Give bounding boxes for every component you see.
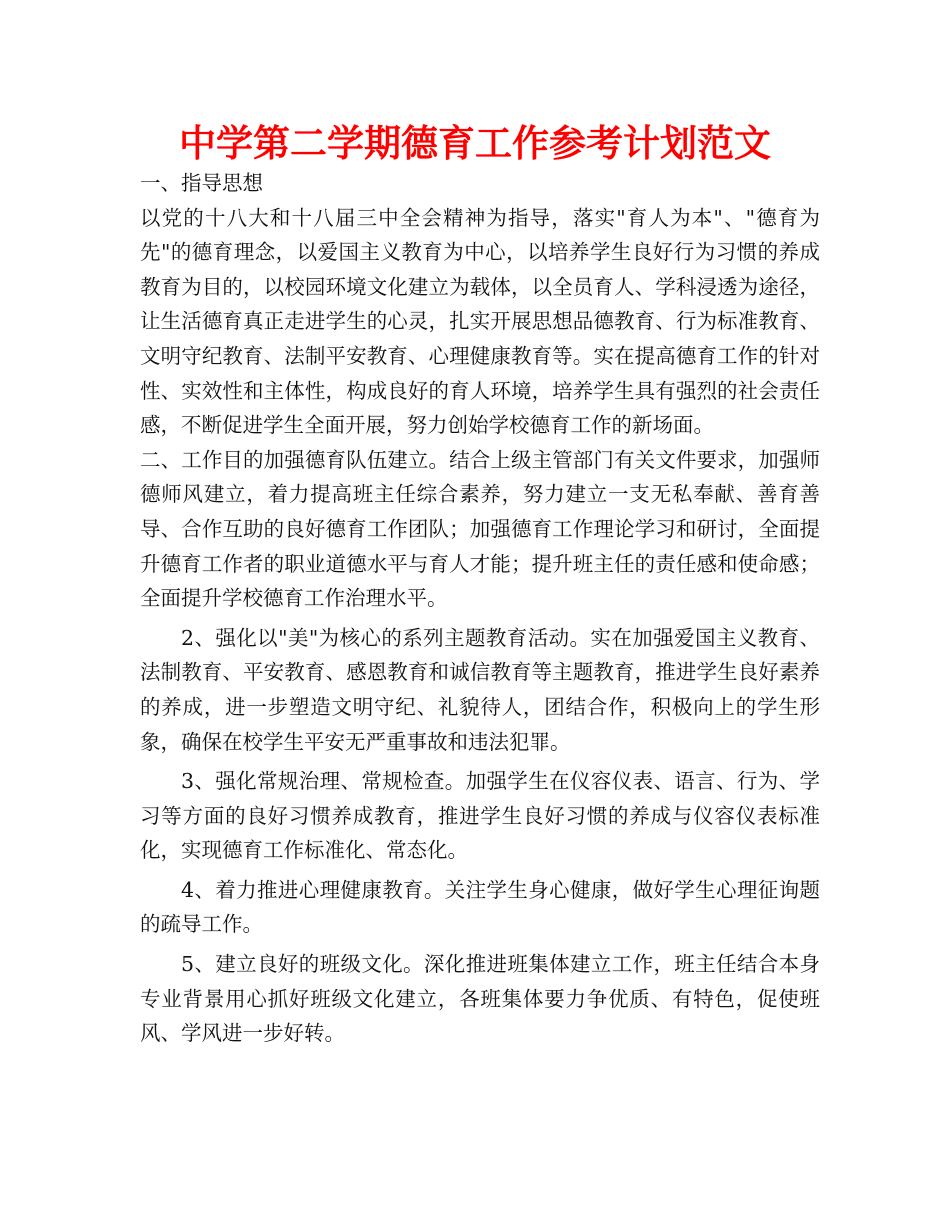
paragraph-item-3: 3、强化常规治理、常规检查。加强学生在仪容仪表、语言、行为、学习等方面的良好习惯养成教育，推进学生良好习惯的养成与仪容仪表标准化，实现德育工作标准化、常态化。 xyxy=(140,769,820,863)
document-title: 中学第二学期德育工作参考计划范文 xyxy=(179,122,771,165)
section-heading-guiding-ideology: 一、指导思想 xyxy=(140,171,263,195)
paragraph-item-4: 4、着力推进心理健康教育。关注学生身心健康，做好学生心理征询题的疏导工作。 xyxy=(140,877,820,937)
document-body xyxy=(140,166,820,1051)
paragraph-work-goals: 二、工作目的加强德育队伍建立。结合上级主管部门有关文件要求，加强师德师风建立，着力提高班主任综合素养，努力建立一支无私奉献、善育善导、合作互助的良好德育工作团队；加强德育工作理论学习和研讨，全面提升德育工作者的职业道德水平与育人才能；提升班主任的责任感和使命感；全面提升学校德育工作治理水平。 xyxy=(140,447,820,611)
paragraph-item-2: 2、强化以"美"为核心的系列主题教育活动。实在加强爱国主义教育、法制教育、平安教育、感恩教育和诚信教育等主题教育，推进学生良好素养的养成，进一步塑造文明守纪、礼貌待人，团结合作，积极向上的学生形象，确保在校学生平安无严重事故和违法犯罪。 xyxy=(140,625,820,754)
paragraph-guiding-ideology: 以党的十八大和十八届三中全会精神为指导，落实"育人为本"、"德育为先"的德育理念，以爱国主义教育为中心，以培养学生良好行为习惯的养成教育为目的，以校园环境文化建立为载体，以全员育人、学科浸透为途径，让生活德育真正走进学生的心灵，扎实开展思想品德教育、行为标准教育、文明守纪教育、法制平安教育、心理健康教育等。实在提高德育工作的针对性、实效性和主体性，构成良好的育人环境，培养学生具有强烈的社会责任感，不断促进学生全面开展，努力创始学校德育工作的新场面。 xyxy=(140,205,820,438)
paragraph-item-5: 5、建立良好的班级文化。深化推进班集体建立工作，班主任结合本身专业背景用心抓好班级文化建立，各班集体要力争优质、有特色，促使班风、学风进一步好转。 xyxy=(140,952,820,1046)
